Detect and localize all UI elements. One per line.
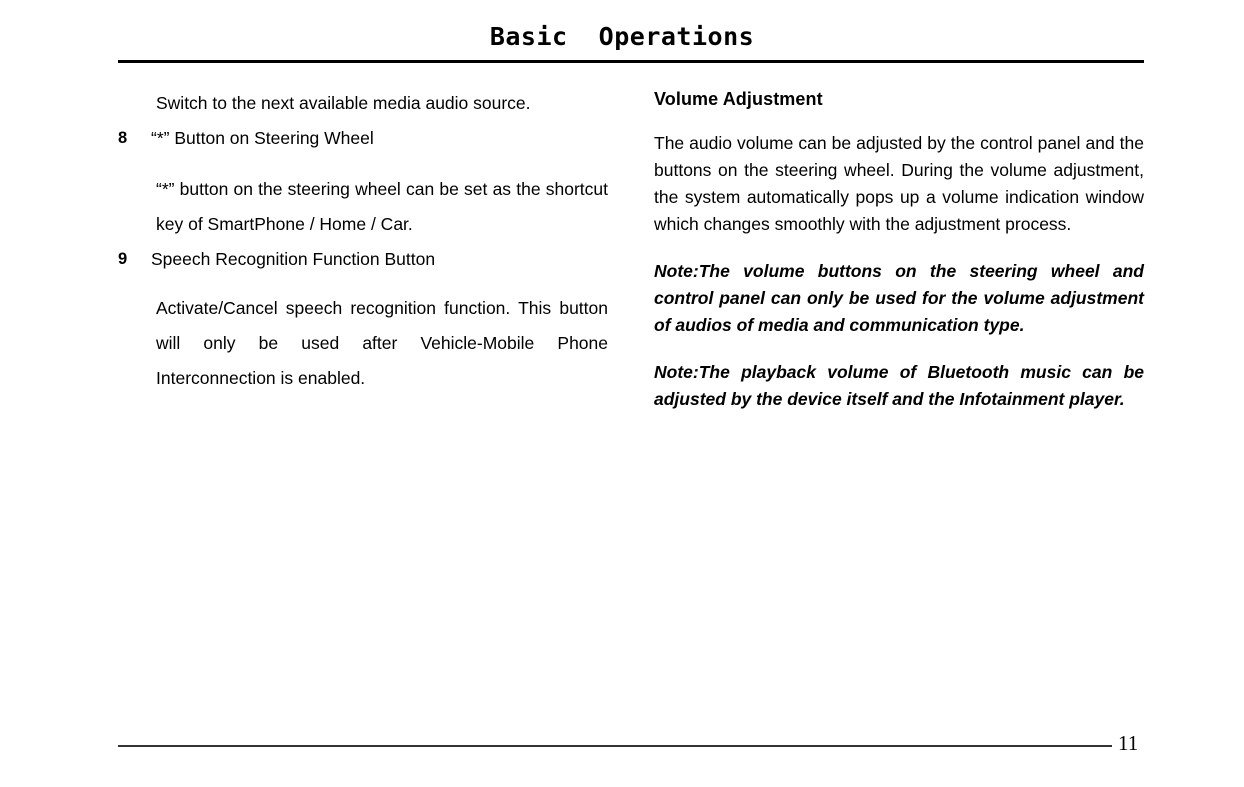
page-footer xyxy=(0,727,1244,787)
list-item-description: “*” button on the steering wheel can be set as the shortcut key of SmartPhone / Home / Car. xyxy=(156,179,608,234)
spacer xyxy=(118,277,608,291)
left-column xyxy=(118,86,608,396)
page-title: Basic Operations xyxy=(489,22,755,51)
list-item xyxy=(118,242,608,277)
list-item-title: Speech Recognition Function Button xyxy=(151,249,436,269)
section-body: The audio volume can be adjusted by the control panel and the buttons on the steering wheel. During the volume adjustment, the system automatically pops up a volume indication window which changes smoothly with the adjustment process. xyxy=(654,133,1144,234)
spacer xyxy=(118,156,608,172)
note-paragraph: Note:The playback volume of Bluetooth music can be adjusted by the device itself and the Infotainment player. xyxy=(654,362,1144,409)
list-item-description: Activate/Cancel speech recognition function. This button will only be used after Vehicle-Mobile Phone Interconnection is enabled. xyxy=(156,298,608,388)
list-item-number: 9 xyxy=(118,250,128,268)
list-item xyxy=(118,121,608,156)
page-number: 11 xyxy=(1118,731,1139,755)
list-item-number: 8 xyxy=(118,129,128,147)
right-column xyxy=(654,86,1144,413)
lead-line: Switch to the next available media audio source. xyxy=(156,93,531,113)
footer-divider xyxy=(118,745,1112,747)
note-paragraph: Note:The volume buttons on the steering wheel and control panel can only be used for the volume adjustment of audios of media and communication type. xyxy=(654,261,1144,335)
section-heading: Volume Adjustment xyxy=(654,89,823,109)
list-item-title: “*” Button on Steering Wheel xyxy=(151,128,374,148)
